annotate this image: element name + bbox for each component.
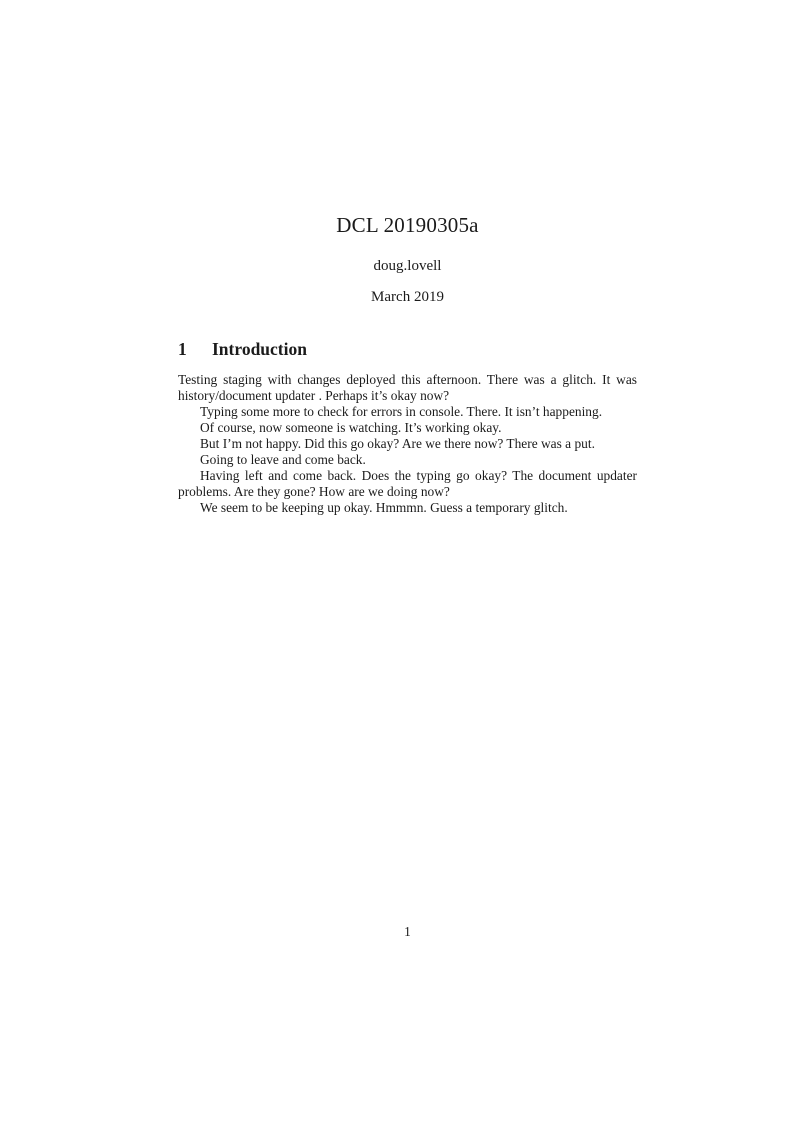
paragraph: Testing staging with changes deployed this afternoon. There was a glitch. It was history/document updater . Perhaps it’s okay now? (178, 372, 637, 403)
document-date: March 2019 (371, 289, 444, 305)
paragraph: Having left and come back. Does the typing go okay? The document updater problems. Are they gone? How are we doing now? (178, 468, 637, 499)
document-title: DCL 20190305a (336, 213, 479, 237)
paragraph: But I’m not happy. Did this go okay? Are we there now? There was a put. (200, 436, 595, 451)
section-number: 1 (178, 339, 187, 359)
section-heading (178, 339, 637, 360)
page-number: 1 (404, 924, 411, 939)
document-author: doug.lovell (373, 258, 442, 274)
text-block (178, 0, 637, 516)
paragraph: Typing some more to check for errors in console. There. It isn’t happening. (200, 404, 603, 419)
section-title: Introduction (212, 339, 307, 359)
section-body (178, 372, 637, 516)
paragraph: We seem to be keeping up okay. Hmmmn. Guess a temporary glitch. (200, 500, 568, 515)
paragraph: Going to leave and come back. (200, 452, 366, 467)
paragraph: Of course, now someone is watching. It’s working okay. (200, 420, 502, 435)
